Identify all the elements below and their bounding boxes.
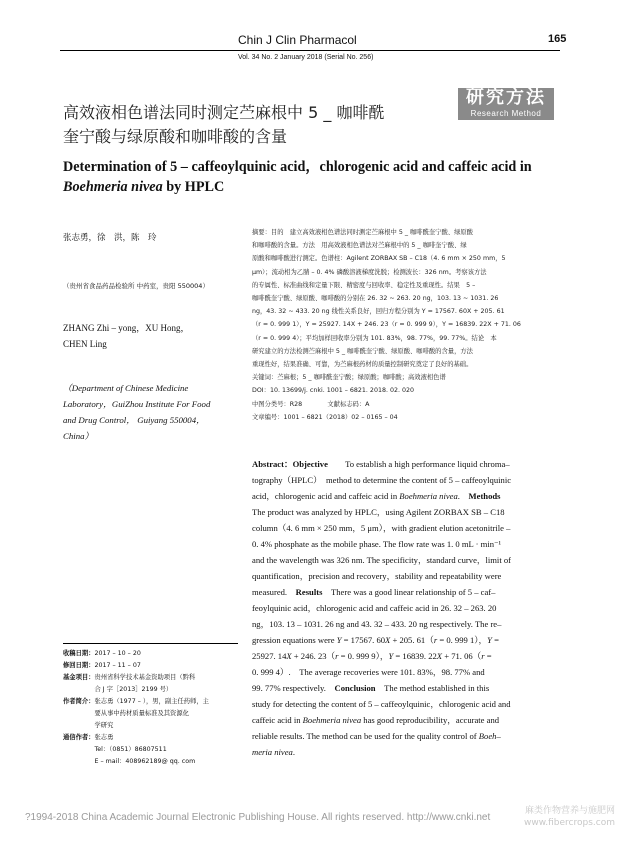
abstract-en-line: column（4. 6 mm × 250 mm，5 μm），with gradient elution acetonitrile – [252, 523, 511, 533]
footnote-text: 要从事中药材质量标准及其资源化 [63, 710, 189, 717]
abstract-en-line: 25927. 14X + 246. 23（r = 0. 999 9），Y = 16839. 22X + 71. 06（r = [252, 651, 492, 661]
page-number: 165 [548, 33, 567, 45]
footnote-label: 通信作者： [63, 734, 95, 741]
footnote-text: 学研究 [63, 722, 114, 729]
title-en-line1: Determination of 5 – caffeoylquinic acid，chlorogenic acid and caffeic acid in [63, 159, 532, 175]
abstract-cn-line: 研究建立的方法检测苎麻根中 5 _ 咖啡酰奎宁酸、绿原酸、咖啡酸的含量，方法 [252, 347, 473, 355]
abstract-cn-line: 咖啡酰奎宁酸、绿原酸、咖啡酸的分别在 26. 32 ~ 263. 20 ng，103. 13 ~ 1031. 26 [252, 295, 499, 303]
abstract-cn-line: 重现性好，结果准确、可靠，为苎麻根药材的质量控制研究奠定了良好的基础。 [252, 361, 473, 369]
section-badge [458, 88, 554, 120]
affiliation-cn: （贵州省食品药品检验所 中药室，贵阳 550004） [63, 282, 209, 290]
affiliation-en-line: China） [63, 431, 94, 441]
abstract-en-line: tography（HPLC） method to determine the content of 5 – caffeoylquinic [252, 475, 512, 485]
abstract-en-line: ng，103. 13 – 1031. 26 ng and 43. 32 – 433. 20 ng respectively. The re– [252, 619, 502, 629]
badge-sub-text: Research Method [470, 109, 542, 118]
abstract-en-line: measured. Results There was a good linear relationship of 5 – caf– [252, 587, 496, 597]
abstract-cn-line: 的专属性、标准曲线和定量下限、精密度与回收率、稳定性及重现性。结果 5 – [252, 281, 476, 289]
affiliation-en [63, 380, 231, 444]
authors-cn: 张志勇，徐 洪，陈 玲 [63, 233, 157, 243]
abstract-en-line: caffeic acid in Boehmeria nivea has good reproducibility，accurate and [252, 715, 500, 725]
footnote-line [63, 708, 238, 720]
abstract-en-line: Abstract：Objective To establish a high performance liquid chroma– [252, 459, 510, 469]
footnote-line [63, 648, 238, 660]
footnote-line [63, 696, 238, 708]
abstract-en-line: gression equations were Y = 17567. 60X + 205. 61（r = 0. 999 1），Y = [252, 635, 499, 645]
abstract-en-line: feoylquinic acid，chlorogenic acid and caffeic acid in 26. 32 – 263. 20 [252, 603, 497, 613]
footnote-line [63, 684, 238, 696]
article-number: 文章编号：1001 – 6821（2018）02 – 0165 – 04 [252, 413, 398, 421]
abstract-en-line: and the wavelength was 326 nm. The specificity，standard curve，limit of [252, 555, 512, 565]
footnote-text: 张志勇 [94, 734, 114, 741]
abstract-en-line: study for detecting the content of 5 – caffeoylquinic，chlorogenic acid and [252, 699, 511, 709]
title-en-suffix: by HPLC [162, 179, 225, 195]
abstract-cn-line: ng，43. 32 ~ 433. 20 ng 线性关系良好，回归方程分别为 Y = 17567. 60X + 205. 61 [252, 308, 505, 316]
watermark [520, 805, 615, 829]
classification-line: 中图分类号：R28 文献标志码：A [252, 400, 370, 408]
footnote-text: 张志勇（1977 – ），男，副主任药师，主 [94, 698, 209, 705]
footnote-text: E – mail：408962189@ qq. com [63, 758, 196, 765]
footnote-line [63, 672, 238, 684]
footnote-text: 2017 – 11 – 07 [94, 662, 141, 669]
footnote-label: 收稿日期： [63, 650, 95, 657]
footnote-line [63, 720, 238, 732]
authors-en [63, 320, 223, 352]
abstract-en-line: acid，chlorogenic acid and caffeic acid in Boehmeria nivea. Methods [252, 491, 501, 501]
abstract-cn-line: 摘要：目的 建立高效液相色谱法同时测定苎麻根中 5 _ 咖啡酰奎宁酸、绿原酸 [252, 229, 473, 236]
footnote-text: 贵州省科学技术基金资助项目（黔科 [94, 674, 196, 681]
title-cn-line2: 奎宁酸与绿原酸和咖啡酸的含量 [63, 127, 288, 146]
abstract-cn-line: 原酸和咖啡酸进行测定。色谱柱：Agilent ZORBAX SB – C18（4. 6 mm × 250 mm，5 [252, 255, 506, 263]
copyright-line: ?1994-2018 China Academic Journal Electronic Publishing House. All rights reserved. http://www.cnki.net [25, 812, 491, 823]
authors-en-line2: CHEN Ling [63, 339, 107, 349]
abstract-en-line: quantification，precision and recovery，stability and repeatability were [252, 571, 502, 581]
abstract-cn [252, 226, 556, 424]
title-en [63, 157, 563, 197]
footnote-rule [63, 643, 238, 644]
abstract-en-line: The product was analyzed by HPLC，using Agilent ZORBAX SB – C18 [252, 507, 505, 517]
doi: DOI：10. 13699/j. cnki. 1001 – 6821. 2018. 02. 020 [252, 387, 415, 395]
footnote-label: 修回日期： [63, 662, 95, 669]
abstract-en-line: meria nivea. [252, 747, 295, 757]
authors-en-line1: ZHANG Zhi – yong，XU Hong， [63, 323, 190, 333]
affiliation-en-line: Laboratory，GuiZhou Institute For Food [63, 399, 211, 409]
footnotes [63, 648, 238, 768]
badge-main-text: 研究方法 [466, 87, 546, 108]
abstract-cn-line: （r = 0. 999 1），Y = 25927. 14X + 246. 23（r = 0. 999 9），Y = 16839. 22X + 71. 06 [252, 321, 521, 329]
journal-name: Chin J Clin Pharmacol [238, 33, 357, 47]
abstract-cn-line: μm）；流动相为乙腈 – 0. 4% 磷酸溶液梯度洗脱；检测波长：326 nm。考察该方法 [252, 268, 487, 276]
abstract-cn-line: （r = 0. 999 4）；平均加样回收率分别为 101. 83%，98. 77%，99. 77%。结论 本 [252, 334, 497, 342]
footnote-text: 2017 – 10 – 20 [94, 650, 141, 657]
footnote-line [63, 756, 238, 768]
watermark-line2: www.fibercrops.com [524, 818, 615, 828]
abstract-en [252, 456, 558, 760]
abstract-cn-line: 和咖啡酸的含量。方法 用高效液相色谱法对苎麻根中的 5 _ 咖啡奎宁酸、绿 [252, 242, 467, 250]
header-rule [60, 50, 560, 51]
abstract-en-line: 0. 4% phosphate as the mobile phase. The flow rate was 1. 0 mL · min⁻¹ [252, 539, 502, 549]
abstract-en-line: reliable results. The method can be used for the quality control of Boeh– [252, 731, 501, 741]
affiliation-en-line: （Department of Chinese Medicine [63, 383, 189, 393]
abstract-en-line: 0. 999 4）. The average recoveries were 101. 83%，98. 77% and [252, 667, 485, 677]
footnote-line [63, 732, 238, 744]
footnote-text: 合 J 字［2013］2199 号） [63, 686, 173, 693]
footnote-line [63, 744, 238, 756]
volume-line: Vol. 34 No. 2 January 2018 (Serial No. 256) [238, 54, 374, 61]
title-en-line2 [63, 177, 563, 197]
footnote-label: 作者简介： [63, 698, 95, 705]
footnote-text: Tel：（0851）86807511 [63, 746, 167, 753]
watermark-line1: 麻类作物营养与施肥网 [524, 806, 615, 816]
footnote-line [63, 660, 238, 672]
title-en-species: Boehmeria nivea [63, 179, 163, 195]
title-cn-line1: 高效液相色谱法同时测定苎麻根中 5 _ 咖啡酰 [63, 103, 385, 122]
footnote-label: 基金项目： [63, 674, 95, 681]
affiliation-en-line: and Drug Control， Guiyang 550004， [63, 415, 205, 425]
keywords-cn: 关键词：苎麻根；5 _ 咖啡酰奎宁酸；绿原酸；咖啡酸；高效液相色谱 [252, 374, 446, 382]
abstract-en-line: 99. 77% respectively. Conclusion The method established in this [252, 683, 490, 693]
